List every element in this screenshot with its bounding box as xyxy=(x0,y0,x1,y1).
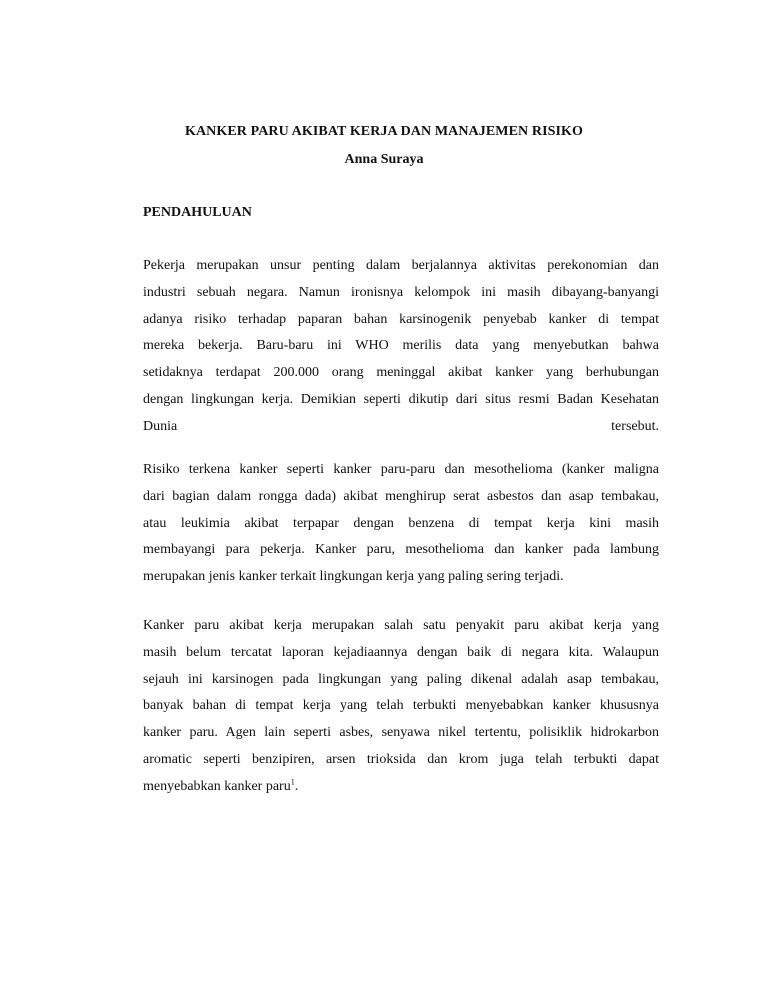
line-start-word: Dunia xyxy=(143,418,178,434)
paragraph-line xyxy=(143,774,659,801)
document-title: KANKER PARU AKIBAT KERJA DAN MANAJEMEN RISIKO xyxy=(184,124,584,139)
paragraph-line: industri sebuah negara. Namun ironisnya kelompok ini masih dibayang-banyangi xyxy=(143,284,659,300)
paragraph-line: adanya risiko terhadap paparan bahan karsinogenik penyebab kanker di tempat xyxy=(143,311,659,327)
paragraph-1 xyxy=(143,253,659,441)
line-end: . xyxy=(294,778,299,794)
paragraph-line: atau leukimia akibat terpapar dengan benzena di tempat kerja kini masih xyxy=(143,515,659,531)
paragraph-line: masih belum tercatat laporan kejadiaannya dengan baik di negara kita. Walaupun xyxy=(143,644,659,660)
paragraph-line: banyak bahan di tempat kerja yang telah terbukti menyebabkan kanker khususnya xyxy=(143,698,659,714)
paragraph-line: mereka bekerja. Baru-baru ini WHO merilis data yang menyebutkan bahwa xyxy=(143,338,659,354)
paragraph-line: dengan lingkungan kerja. Demikian seperti dikutip dari situs resmi Badan Kesehatan xyxy=(143,391,659,407)
paragraph-line: Risiko terkena kanker seperti kanker paru-paru dan mesothelioma (kanker maligna xyxy=(143,462,659,477)
line-text: menyebabkan kanker paru xyxy=(143,778,291,794)
paragraph-line: membayangi para pekerja. Kanker paru, mesothelioma dan kanker pada lambung xyxy=(143,542,659,558)
paragraph-line: aromatic seperti benzipiren, arsen trioksida dan krom juga telah terbukti dapat xyxy=(143,751,659,767)
paragraph-line: Pekerja merupakan unsur penting dalam berjalannya aktivitas perekonomian dan xyxy=(143,258,659,273)
paragraph-3 xyxy=(143,613,659,801)
paragraph-2 xyxy=(143,457,659,591)
section-heading: PENDAHULUAN xyxy=(143,205,252,220)
paragraph-line xyxy=(143,414,659,441)
paragraph-line: setidaknya terdapat 200.000 orang meninggal akibat kanker yang berhubungan xyxy=(143,365,659,381)
paragraph-line: merupakan jenis kanker terkait lingkungan kerja yang paling sering terjadi. xyxy=(143,569,564,585)
paragraph-line: Kanker paru akibat kerja merupakan salah satu penyakit paru akibat kerja yang xyxy=(143,618,659,633)
paragraph-line: dari bagian dalam rongga dada) akibat menghirup serat asbestos dan asap tembakau, xyxy=(143,488,659,504)
footnote-marker: 1 xyxy=(290,777,295,787)
author-name: Anna Suraya xyxy=(344,152,424,167)
line-end-word: tersebut. xyxy=(611,418,659,434)
paragraph-line: sejauh ini karsinogen pada lingkungan yang paling dikenal adalah asap tembakau, xyxy=(143,671,659,687)
paragraph-line: kanker paru. Agen lain seperti asbes, senyawa nikel tertentu, polisiklik hidrokarbon xyxy=(143,725,659,741)
